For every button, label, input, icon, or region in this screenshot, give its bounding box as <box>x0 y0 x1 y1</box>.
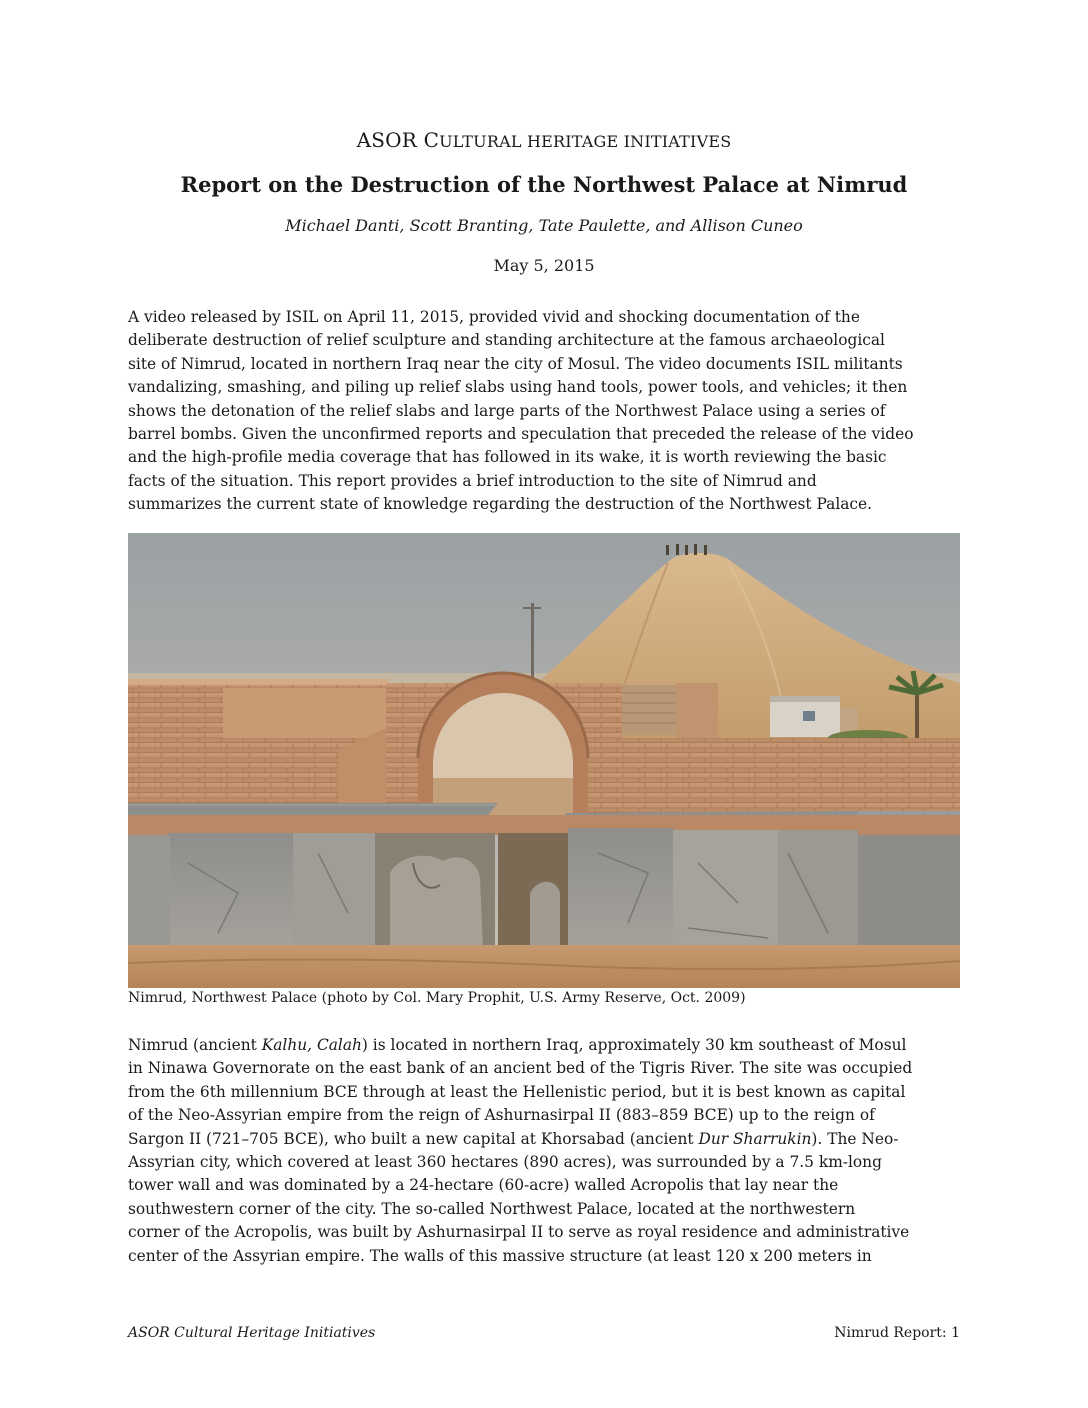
body-line <box>128 1128 962 1151</box>
body-line: Assyrian city, which covered at least 360 hectares (890 acres), was surrounded by a 7.5 km-long <box>128 1153 882 1172</box>
body-line: in Ninawa Governorate on the east bank of an ancient bed of the Tigris River. The site was occupied <box>128 1059 913 1078</box>
body-line: center of the Assyrian empire. The walls of this massive structure (at least 120 x 200 meters in <box>128 1246 872 1265</box>
body-text: ) is located in northern Iraq, approximately 30 km southeast of Mosul <box>361 1036 907 1054</box>
organization-heading <box>0 128 1088 152</box>
body-italic-text: Dur Sharrukin <box>698 1129 812 1148</box>
body-line: southwestern corner of the city. The so-called Northwest Palace, located at the northwestern <box>128 1199 856 1218</box>
intro-line: barrel bombs. Given the unconfirmed reports and speculation that preceded the release of the video <box>128 425 914 444</box>
body-text: Sargon II (721–705 BCE), who built a new capital at Khorsabad (ancient <box>128 1129 699 1148</box>
body-line: of the Neo-Assyrian empire from the reign of Ashurnasirpal II (883–859 BCE) up to the reign of <box>128 1106 875 1125</box>
body-line: tower wall and was dominated by a 24-hectare (60-acre) walled Acropolis that lay near the <box>128 1176 839 1195</box>
intro-line: deliberate destruction of relief sculpture and standing architecture at the famous archaeological <box>128 331 885 350</box>
intro-line: site of Nimrud, located in northern Iraq near the city of Mosul. The video documents ISIL militants <box>128 354 903 373</box>
org-heading-rest: ULTURAL HERITAGE INITIATIVES <box>439 132 732 151</box>
body-text: ). The Neo- <box>811 1129 899 1148</box>
org-heading-first: ASOR C <box>356 128 440 152</box>
body-italic-text: Kalhu, Calah <box>261 1036 362 1054</box>
nimrud-palace-photo <box>128 533 960 988</box>
body-line: corner of the Acropolis, was built by Ashurnasirpal II to serve as royal residence and administrative <box>128 1223 910 1242</box>
intro-line: summarizes the current state of knowledge regarding the destruction of the Northwest Palace. <box>128 495 873 514</box>
photo-caption: Nimrud, Northwest Palace (photo by Col. Mary Prophit, U.S. Army Reserve, Oct. 2009) <box>128 990 746 1006</box>
body-text: Nimrud (ancient <box>128 1036 262 1054</box>
intro-line: facts of the situation. This report provides a brief introduction to the site of Nimrud and <box>128 471 817 490</box>
intro-paragraph <box>128 306 962 517</box>
intro-line: shows the detonation of the relief slabs and large parts of the Northwest Palace using a series of <box>128 401 886 420</box>
intro-line: and the high-profile media coverage that has followed in its wake, it is worth reviewing the basic <box>128 448 887 467</box>
intro-line: vandalizing, smashing, and piling up relief slabs using hand tools, power tools, and vehicles; it then <box>128 378 908 397</box>
body-paragraph <box>128 1034 962 1268</box>
footer-organization: ASOR Cultural Heritage Initiatives <box>128 1325 376 1341</box>
report-authors: Michael Danti, Scott Branting, Tate Paulette, and Allison Cuneo <box>285 216 803 235</box>
report-title: Report on the Destruction of the Northwest Palace at Nimrud <box>180 172 908 197</box>
footer-page-number: Nimrud Report: 1 <box>834 1325 960 1341</box>
body-line: from the 6th millennium BCE through at least the Hellenistic period, but it is best known as capital <box>128 1082 906 1101</box>
report-date: May 5, 2015 <box>493 256 595 275</box>
body-line <box>128 1034 962 1057</box>
intro-line: A video released by ISIL on April 11, 2015, provided vivid and shocking documentation of the <box>128 308 860 326</box>
